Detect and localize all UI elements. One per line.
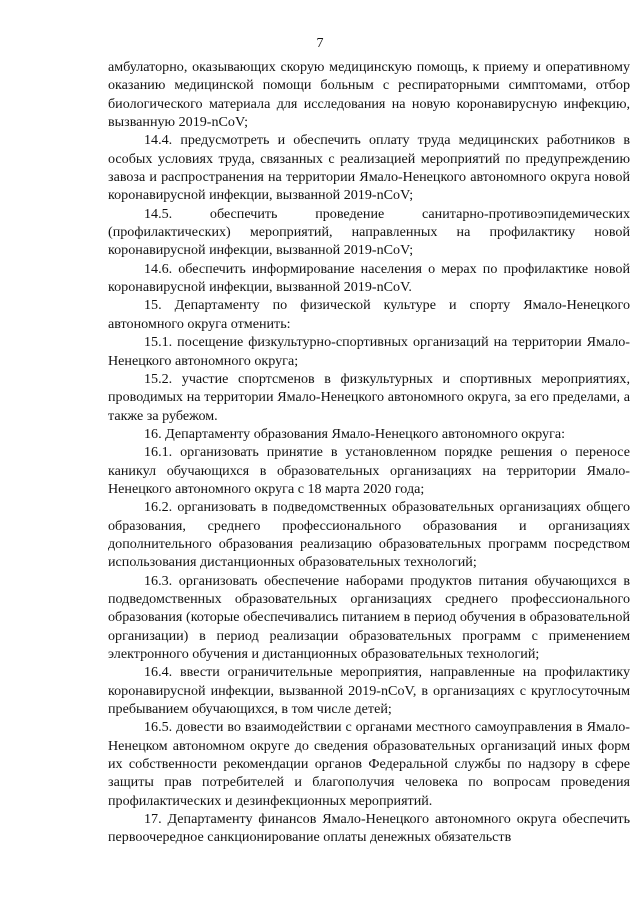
paragraph-15-1: 15.1. посещение физкультурно-спортивных организаций на территории Ямало-Ненецкого автономного округа; xyxy=(108,334,630,369)
paragraph-14-4: 14.4. предусмотреть и обеспечить оплату труда медицинских работников в особых условиях труда, связанных с реализацией мероприятий по предупреждению завоза и распространения на территории Ямало-Ненецкого автономного округа новой коронавирусной инфекции, вызванной 2019-nCoV; xyxy=(108,132,630,204)
paragraph-continuation: амбулаторно, оказывающих скорую медицинскую помощь, к приему и оперативному оказанию медицинской помощи больным с респираторными симптомами, отбор биологического материала для исследования на новую коронавирусную инфекцию, вызванную 2019-nCoV; xyxy=(108,59,630,131)
paragraph-14-6: 14.6. обеспечить информирование населения о мерах по профилактике новой коронавирусной инфекции, вызванной 2019-nCoV. xyxy=(108,260,630,296)
page-number: 7 xyxy=(316,36,324,51)
paragraph-16: 16. Департаменту образования Ямало-Ненецкого автономного округа: xyxy=(144,425,566,442)
paragraph-16-1: 16.1. организовать принятие в установленном порядке решения о переносе каникул обучающихся в образовательных организациях на территории Ямало-Ненецкого автономного округа с 18 марта 2020 года; xyxy=(108,444,630,497)
paragraph-16-5: 16.5. довести во взаимодействии с органами местного самоуправления в Ямало-Ненецком автономном округе до сведения образовательных организаций иных форм их собственности рекомендации органов Федеральной службы по надзору в сфере защиты прав потребителей и благополучия человека по вопросам проведения профилактических и дезинфекционных мероприятий. xyxy=(108,719,630,809)
paragraph-15: 15. Департаменту по физической культуре и спорту Ямало-Ненецкого автономного округа отменить: xyxy=(108,297,630,332)
paragraph-16-3: 16.3. организовать обеспечение наборами продуктов питания обучающихся в подведомственных образовательных организациях среднего профессионального образования (которые обеспечивались питанием в период обучения в образовательной организации) в период реализации образовательных программ с применением электронного обучения и дистанционных образовательных технологий; xyxy=(108,572,630,662)
paragraph-17: 17. Департаменту финансов Ямало-Ненецкого автономного округа обеспечить первоочередное санкционирование оплаты денежных обязательств xyxy=(108,811,630,846)
paragraph-16-4: 16.4. ввести ограничительные мероприятия, направленные на профилактику коронавирусной инфекции, вызванной 2019-nCoV, в организациях с круглосуточным пребыванием обучающихся, в том числе детей; xyxy=(108,664,630,718)
paragraph-16-2: 16.2. организовать в подведомственных образовательных организациях общего образования, среднего профессионального образования и организациях дополнительного образования реализацию образовательных программ посредством использования дистанционных образовательных технологий; xyxy=(108,499,630,571)
document-body xyxy=(108,58,630,847)
paragraph-14-5: 14.5. обеспечить проведение санитарно-противоэпидемических (профилактических) мероприятий, направленных на профилактику новой коронавирусной инфекции, вызванной 2019-nCoV; xyxy=(108,205,630,259)
paragraph-15-2: 15.2. участие спортсменов в физкультурных и спортивных мероприятиях, проводимых на территории Ямало-Ненецкого автономного округа, за его пределами, а также за рубежом. xyxy=(108,370,630,424)
